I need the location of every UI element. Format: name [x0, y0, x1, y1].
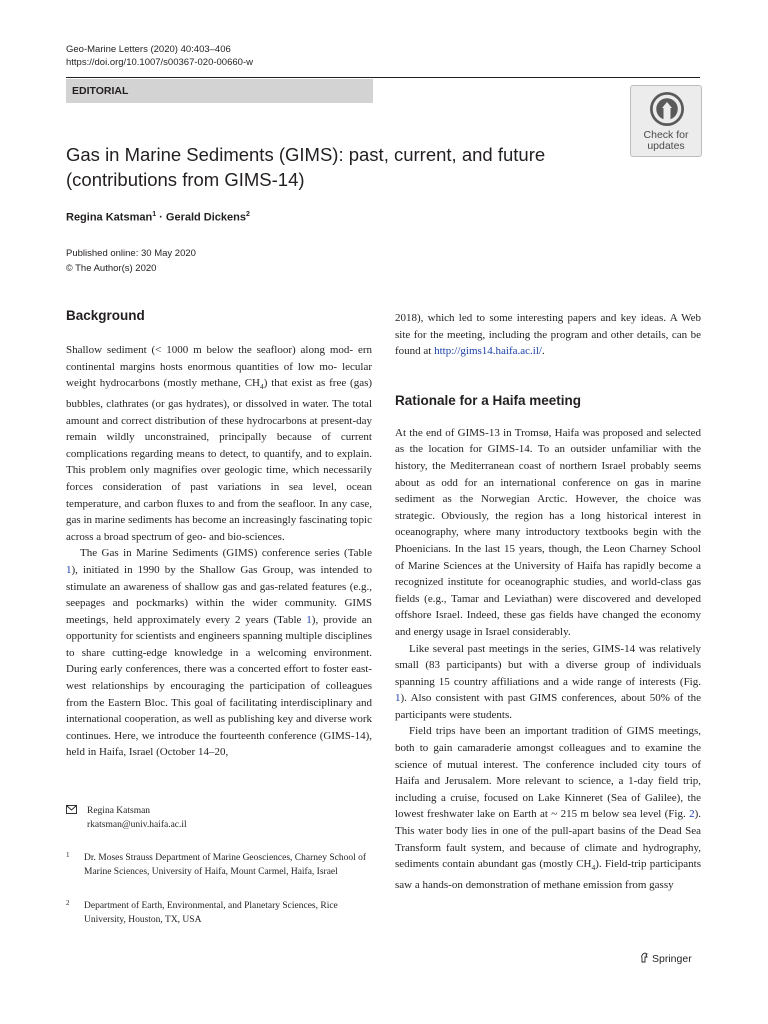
- badge-line-1: Check for: [643, 129, 689, 141]
- figure-ref-link[interactable]: 1: [395, 692, 401, 705]
- header-rule: [66, 77, 700, 78]
- article-title: [66, 142, 586, 192]
- author-name[interactable]: Regina Katsman: [66, 211, 153, 224]
- doi-link[interactable]: https://doi.org/10.1007/s00367-020-00660-w: [66, 57, 253, 68]
- check-for-updates-badge[interactable]: [630, 85, 702, 157]
- author-list: [66, 208, 250, 225]
- title-line-2: (contributions from GIMS-14): [66, 169, 305, 190]
- corresponding-email[interactable]: rkatsman@univ.haifa.ac.il: [87, 819, 187, 830]
- section-heading: Rationale for a Haifa meeting: [395, 392, 582, 408]
- title-line-1: Gas in Marine Sediments (GIMS): past, current, and future: [66, 144, 546, 165]
- website-link[interactable]: http://gims14.haifa.ac.il/: [434, 345, 542, 358]
- author-name[interactable]: Gerald Dickens: [165, 211, 246, 224]
- author-separator: ·: [159, 211, 163, 224]
- paragraph: Like several past meetings in the series, GIMS-14 was relatively small (83 participants) but with a diverse group of individuals spanning 15 country affiliations and a wide range of interests (Fig. 1). Also consistent with past GIMS conferences, about 50% of the participants were students.: [395, 642, 701, 721]
- copyright-line: © The Author(s) 2020: [66, 263, 157, 274]
- corresponding-author: [66, 805, 386, 832]
- publisher-logo: Springer: [640, 952, 692, 966]
- check-for-updates-icon: [648, 90, 686, 128]
- copyright-icon: ©: [66, 263, 73, 273]
- right-column: [395, 310, 701, 894]
- table-ref-link[interactable]: 1: [66, 563, 72, 576]
- badge-line-2: updates: [647, 140, 685, 152]
- springer-horse-icon: [640, 952, 649, 963]
- affiliation-marker: 1: [152, 211, 157, 218]
- affiliation-marker: 2: [246, 211, 250, 218]
- section-heading: Background: [66, 308, 145, 323]
- paragraph: Shallow sediment (< 1000 m below the seafloor) along mod- ern continental margins hosts enormous quantities of low mo- lecular weight hydrocarbons (mostly methane, $CH_4$) that exist as free (gas) bubbles, clathrates (or gas hydrates), or dissolved in water. The total amount and correct distribution of these hydrocarbons at present-day remain wildly unconstrained, principally because of current complications regarding means to detect, to quantify, and to explain. This problem only magnifies over geologic time, which necessarily forces consideration of past variations in sea level, ocean temperature, and carbon fluxes to and from the seafloor. In any case, gas in marine sediments has become an increasingly fascinating topic across a broad spectrum of geo- and bio-sciences.: [66, 344, 373, 543]
- figure-ref-link[interactable]: 2: [689, 808, 695, 821]
- section-label: EDITORIAL: [66, 79, 373, 103]
- affiliation-1: 1 Dr. Moses Strauss Department of Marine Geosciences, Charney School of Marine Sciences, University of Haifa, Mount Carmel, Haifa, Israel: [66, 851, 367, 877]
- publication-info: [66, 247, 196, 276]
- paragraph: Field trips have been an important tradition of GIMS meetings, both to gain camaraderie amongst colleagues and to examine the science of mutual interest. The conference included city tours of Haifa and Jerusalem. More relevant to science, a 1-day field trip, including a cruise, focused on Lake Kinneret (Sea of Galilee), the lowest freshwater lake on Earth at ~ 215 m below sea level (Fig. 2). This water body lies in one of the pull-apart basins of the Dead Sea Transform fault system, and because of climate and hydrography, sediments contain abundant gas (mostly $CH_4$). Field-trip participants saw a hands-on demonstration of methane emission from gassy: [395, 725, 702, 891]
- affiliation-2: 2 Department of Earth, Environmental, and Planetary Sciences, Rice University, Houston, TX, USA: [66, 899, 338, 925]
- table-ref-link[interactable]: 1: [306, 613, 312, 626]
- paragraph: At the end of GIMS-13 in Tromsø, Haifa was proposed and selected as the location for GIMS-14. To an outsider unfamiliar with the history, the Mediterranean coast of northern Israel probably seems about as odd for an international conference on gas in marine sediment as the Norwegian Arctic. However, the choice was strategic. Obviously, the region has a long historical interest in oceanography, where many introductory textbooks begin with the Phoenicians. In the last 15 years, though, the Leon Charney School of Marine Sciences at the University of Haifa has rapidly become a recognized institute for oceanographic studies, and world-class gas fields (e.g., Tamar and Leviathan) were discovered and developed offshore Israel. Indeed, these gas fields have changed the economy and energy usage in Israel considerably.: [395, 426, 701, 638]
- corresponding-name: Regina Katsman: [87, 806, 151, 816]
- paragraph: 2018), which led to some interesting papers and key ideas. A Web site for the meeting, including the program and other details, can be found at http://gims14.haifa.ac.il/.: [395, 312, 701, 358]
- published-date: Published online: 30 May 2020: [66, 248, 196, 259]
- paragraph: The Gas in Marine Sediments (GIMS) conference series (Table 1), initiated in 1990 by the Shallow Gas Group, was intended to stimulate an awareness of shallow gas and gas-related features (e.g., seepages and pockmarks) within the wider community. GIMS meetings, held approximately every 2 years (Table 1), provide an opportunity for scientists and engineers spanning multiple disciplines to share cutting-edge knowledge in a welcoming environment. During early conferences, there was a concerted effort to foster east-west relationships by encouraging the participation of colleagues from the Eastern Bloc. This goal of facilitating interdisciplinary and international cooperation, as well as publishing key and diverse work continues. Here, we introduce the fourteenth conference (GIMS-14), held in Haifa, Israel (October 14–20,: [66, 547, 372, 759]
- journal-citation: Geo-Marine Letters (2020) 40:403–406: [66, 44, 231, 55]
- left-column: [66, 307, 372, 761]
- envelope-icon: [66, 805, 77, 820]
